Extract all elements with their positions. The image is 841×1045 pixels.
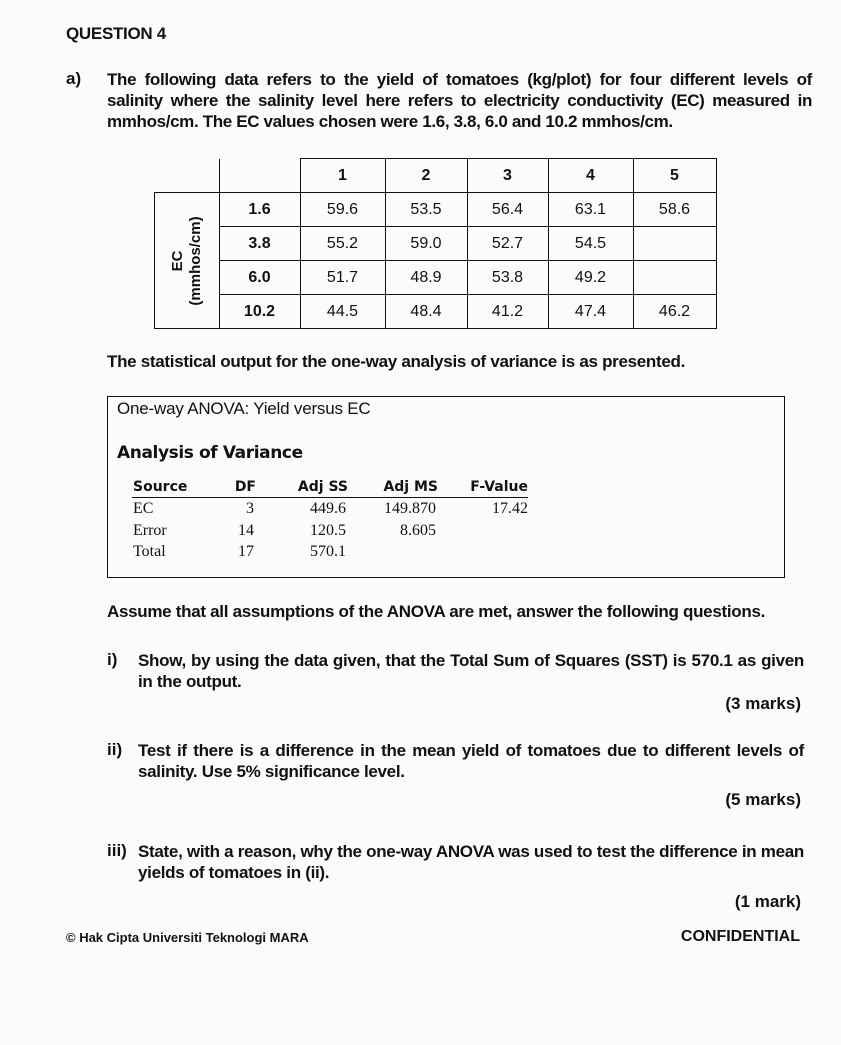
anova-df: 3: [246, 500, 254, 517]
ec-value: 10.2: [219, 295, 300, 329]
table-cell: 51.7: [300, 261, 385, 295]
anova-adj-ss: 449.6: [310, 500, 346, 517]
anova-title: One-way ANOVA: Yield versus EC: [117, 399, 371, 418]
anova-output-box: [107, 396, 785, 578]
intro-text: The following data refers to the yield of tomatoes (kg/plot) for four different levels of salinity where the salinity level here refers to electricity conductivity (EC) measured in mmhos/cm. The EC values chosen were 1.6, 3.8, 6.0 and 10.2 mmhos/cm.: [107, 70, 812, 131]
anova-header-rule: [132, 497, 528, 498]
anova-adj-ms: 8.605: [400, 522, 436, 539]
marks-label: (1 mark): [734, 892, 801, 911]
anova-adj-ss: 570.1: [310, 543, 346, 560]
table-cell: 53.5: [385, 193, 467, 227]
table-cell: 49.2: [548, 261, 633, 295]
column-header: 4: [548, 159, 633, 193]
table-cell: 44.5: [300, 295, 385, 329]
ec-value: 3.8: [219, 227, 300, 261]
anova-source: Error: [133, 522, 167, 539]
table-cell: 59.0: [385, 227, 467, 261]
table-cell: 53.8: [467, 261, 548, 295]
anova-source: Total: [133, 543, 166, 560]
anova-header-f-value: F-Value: [470, 479, 528, 495]
sub-question-text: Test if there is a difference in the mean yield of tomatoes due to different levels of salinity. Use 5% significance level.: [138, 741, 804, 781]
anova-f-value: 17.42: [492, 500, 528, 517]
table-header-row: [155, 159, 717, 193]
table-cell: 59.6: [300, 193, 385, 227]
confidential-footer: CONFIDENTIAL: [680, 928, 800, 945]
table-cell: 54.5: [548, 227, 633, 261]
ec-axis-label: [155, 193, 220, 329]
statistical-output-text: The statistical output for the one-way analysis of variance is as presented.: [107, 352, 686, 371]
sub-question-number: i): [107, 650, 118, 669]
column-header: 5: [633, 159, 716, 193]
sub-question-number: ii): [107, 740, 123, 759]
sub-question-text: Show, by using the data given, that the Total Sum of Squares (SST) is 570.1 as given in the output.: [138, 651, 804, 691]
sub-question-number: iii): [107, 841, 127, 860]
column-header: 3: [467, 159, 548, 193]
anova-adj-ss: 120.5: [310, 522, 346, 539]
table-cell: 52.7: [467, 227, 548, 261]
table-row: [155, 295, 717, 329]
sst-value: 570.1: [691, 651, 733, 670]
part-a-label: a): [66, 69, 82, 88]
table-cell: 46.2: [633, 295, 716, 329]
marks-label: (5 marks): [725, 790, 801, 809]
anova-df: 17: [238, 543, 254, 560]
table-row: [155, 193, 717, 227]
anova-source: EC: [133, 500, 154, 517]
yield-data-table: [154, 158, 717, 329]
table-row: [155, 227, 717, 261]
table-cell: 58.6: [633, 193, 716, 227]
sub-question-text: State, with a reason, why the one-way ANOVA was used to test the difference in mean yields of tomatoes in (ii).: [138, 842, 804, 882]
ec-unit-label: (mmhos/cm): [186, 215, 204, 306]
column-header: 2: [385, 159, 467, 193]
question-title: QUESTION 4: [66, 24, 166, 43]
ec-label: EC: [168, 250, 186, 271]
ec-value: 6.0: [219, 261, 300, 295]
table-cell: 55.2: [300, 227, 385, 261]
table-cell: [633, 261, 716, 295]
table-cell: 47.4: [548, 295, 633, 329]
table-cell: 63.1: [548, 193, 633, 227]
anova-header-df: DF: [234, 479, 256, 495]
table-cell: 48.9: [385, 261, 467, 295]
ec-value: 1.6: [219, 193, 300, 227]
anova-header-adj-ss: Adj SS: [297, 479, 348, 495]
copyright-footer: © Hak Cipta Universiti Teknologi MARA: [66, 930, 309, 945]
anova-adj-ms: 149.870: [384, 500, 436, 517]
table-cell: 41.2: [467, 295, 548, 329]
anova-header-source: Source: [133, 479, 188, 495]
table-cell: 56.4: [467, 193, 548, 227]
marks-label: (3 marks): [725, 694, 801, 713]
assumption-text: Assume that all assumptions of the ANOVA are met, answer the following questions.: [107, 602, 766, 621]
table-cell: [633, 227, 716, 261]
analysis-of-variance-heading: Analysis of Variance: [117, 443, 303, 463]
table-row: [155, 261, 717, 295]
column-header: 1: [300, 159, 385, 193]
anova-header-adj-ms: Adj MS: [383, 479, 438, 495]
anova-df: 14: [238, 522, 254, 539]
table-cell: 48.4: [385, 295, 467, 329]
